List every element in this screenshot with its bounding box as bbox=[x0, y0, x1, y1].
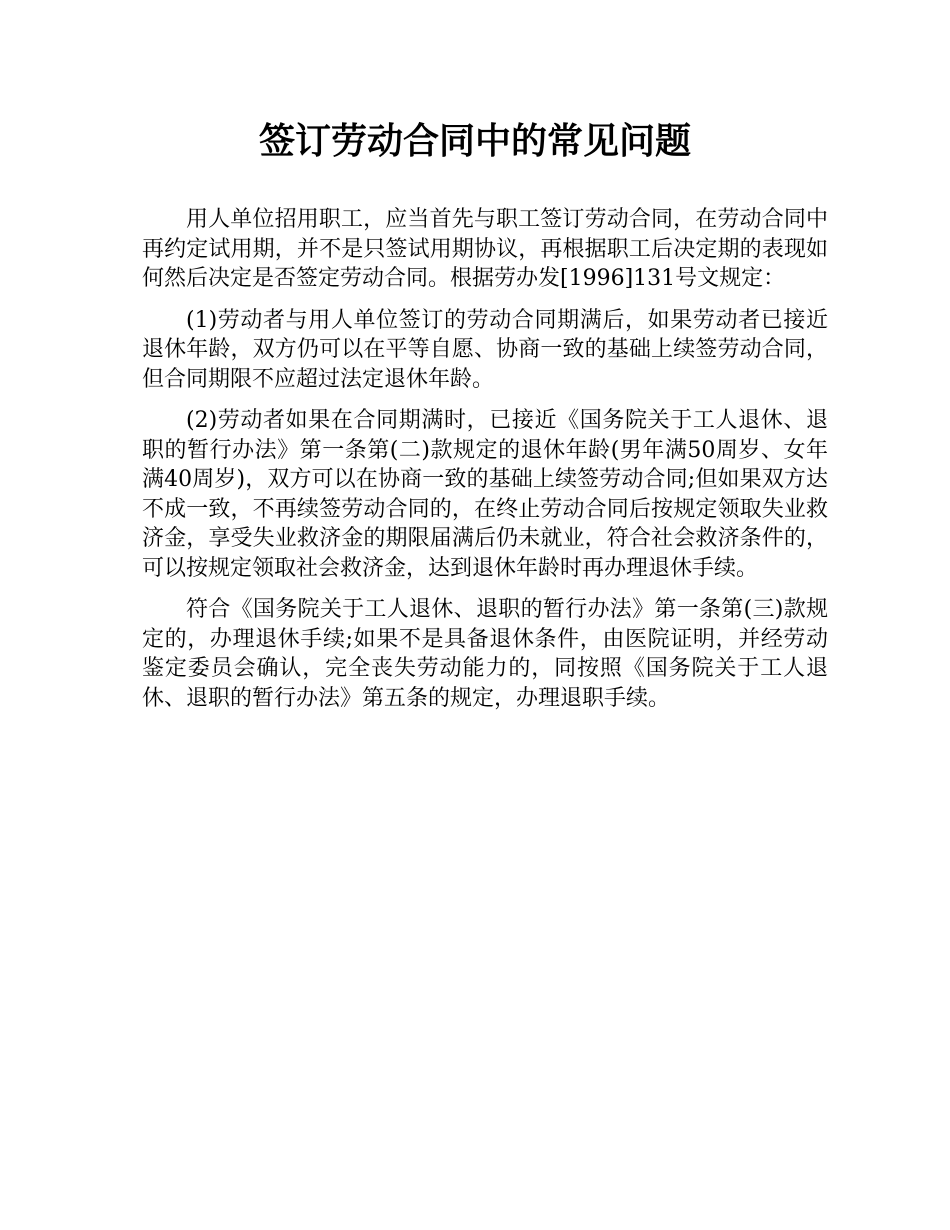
paragraph-item-3: 符合《国务院关于工人退休、退职的暂行办法》第一条第(三)款规定的，办理退休手续;如果不是具备退休条件，由医院证明，并经劳动鉴定委员会确认，完全丧失劳动能力的，同按照《国务院关于工人退休、退职的暂行办法》第五条的规定，办理退职手续。 bbox=[142, 597, 828, 711]
paragraph-item-1: (1)劳动者与用人单位签订的劳动合同期满后，如果劳动者已接近退休年龄，双方仍可以在平等自愿、协商一致的基础上续签劳动合同，但合同期限不应超过法定退休年龄。 bbox=[142, 307, 828, 392]
document-body bbox=[142, 205, 828, 725]
document-title: 签订劳动合同中的常见问题 bbox=[258, 121, 691, 162]
paragraph-intro: 用人单位招用职工，应当首先与职工签订劳动合同，在劳动合同中再约定试用期，并不是只签试用期协议，再根据职工后决定期的表现如何然后决定是否签定劳动合同。根据劳办发[1996]131号文规定： bbox=[142, 207, 828, 291]
paragraph-item-2: (2)劳动者如果在合同期满时，已接近《国务院关于工人退休、退职的暂行办法》第一条第(二)款规定的退休年龄(男年满50周岁、女年满40周岁)，双方可以在协商一致的基础上续签劳动合同;但如果双方达不成一致，不再续签劳动合同的，在终止劳动合同后按规定领取失业救济金，享受失业救济金的期限届满后仍未就业，符合社会救济条件的，可以按规定领取社会救济金，达到退休年龄时再办理退休手续。 bbox=[142, 408, 828, 581]
